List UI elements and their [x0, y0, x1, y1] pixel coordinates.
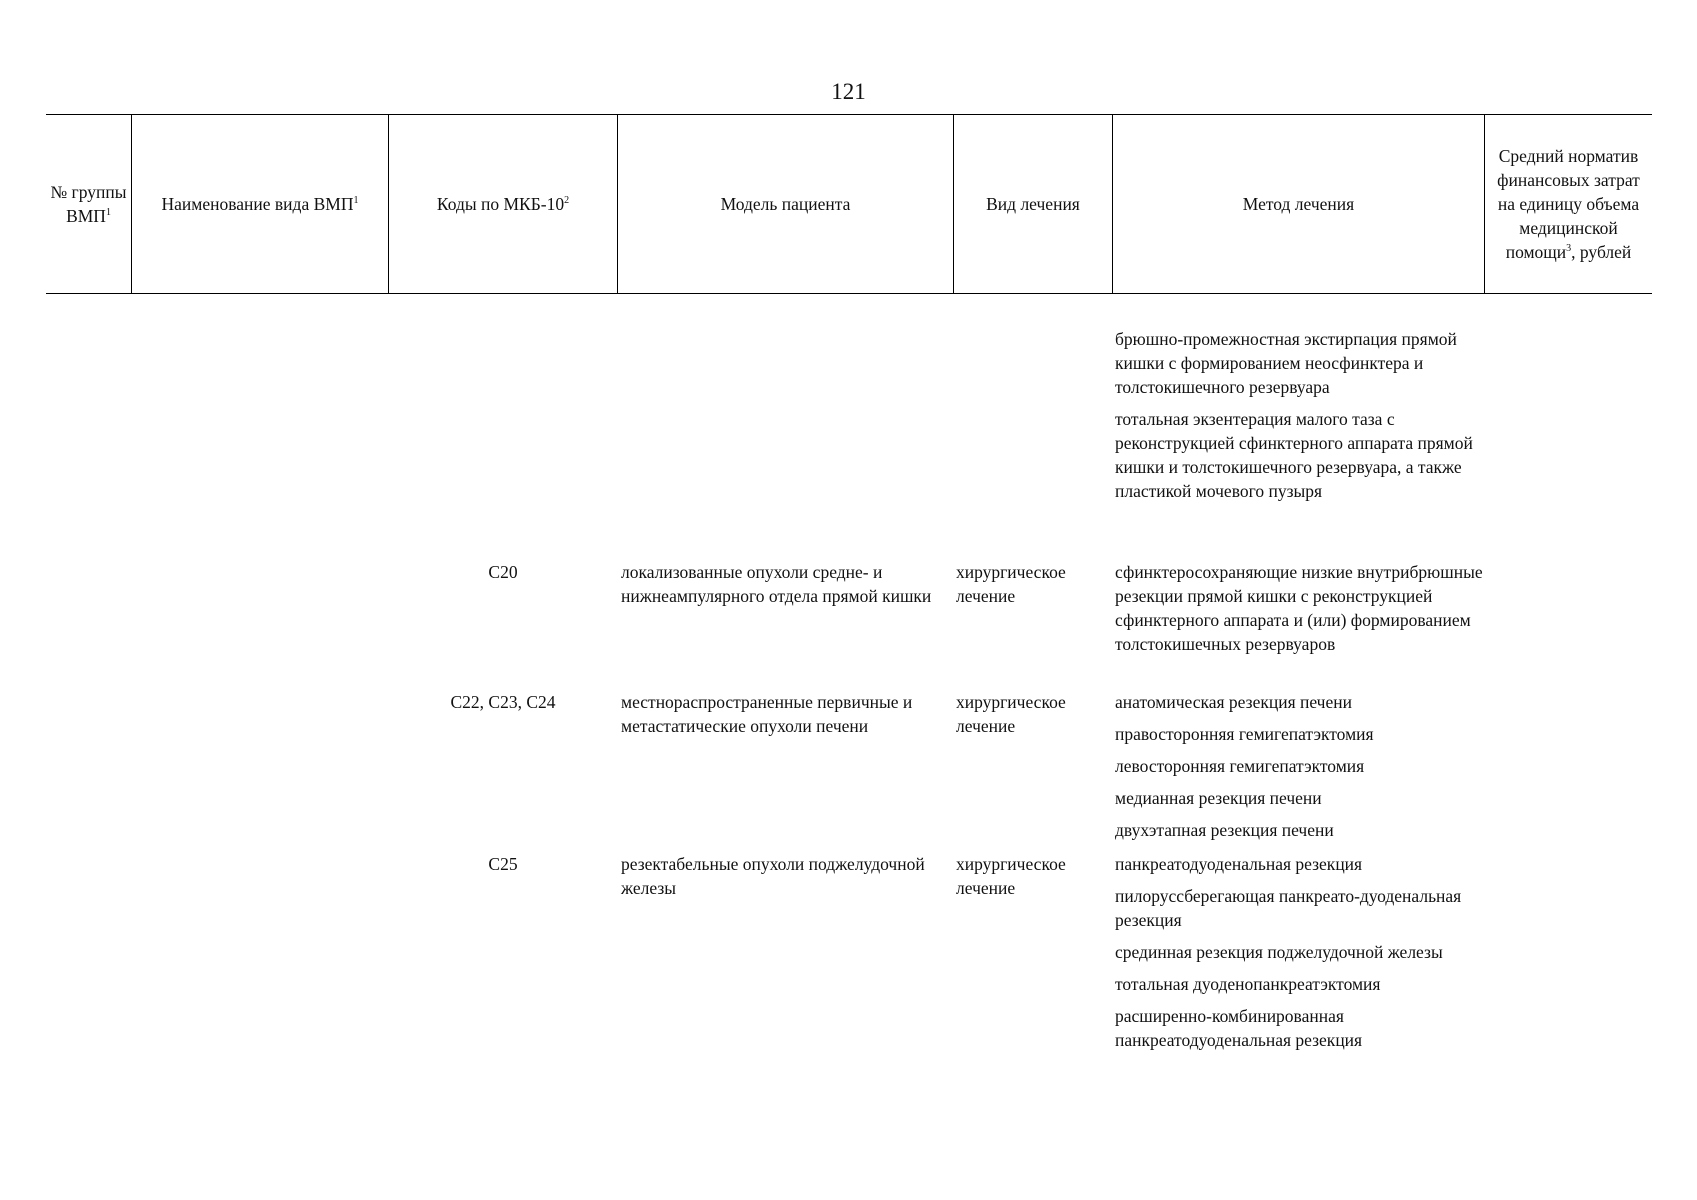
- treatment-method: правосторонняя гемигепатэктомия: [1115, 724, 1374, 744]
- header-vmp-name: [132, 115, 388, 293]
- treatment-method-cell: [1115, 327, 1485, 503]
- treatment-type: хирургическое лечение: [956, 692, 1066, 736]
- icd-code: C25: [488, 854, 518, 874]
- treatment-method-cell: [1115, 690, 1485, 842]
- treatment-method: расширенно-комбинированная панкреатодуоденальная резекция: [1115, 1006, 1363, 1050]
- footnote-2-mark: 2: [564, 195, 570, 206]
- treatment-method: тотальная дуоденопанкреатэктомия: [1115, 974, 1381, 994]
- header-treatment-method: [1113, 115, 1484, 293]
- treatment-method: двухэтапная резекция печени: [1115, 820, 1334, 840]
- header-treatment-type: [954, 115, 1112, 293]
- header-icd-codes: [389, 115, 617, 293]
- header-vmp-name-text: Наименование вида ВМП: [161, 194, 354, 214]
- header-group-no: [46, 115, 131, 293]
- icd-code: C22, C23, C24: [450, 692, 556, 712]
- icd-code: C20: [488, 562, 518, 582]
- header-treatment-method-text: Метод лечения: [1242, 194, 1355, 214]
- page-number: 121: [831, 79, 866, 104]
- treatment-method-cell: [1115, 560, 1485, 656]
- patient-model: локализованные опухоли средне- и нижнеампулярного отдела прямой кишки: [621, 562, 932, 606]
- treatment-type: хирургическое лечение: [956, 854, 1066, 898]
- header-cost-norm-unit: , рублей: [1571, 242, 1632, 262]
- treatment-method: сфинктеросохраняющие низкие внутрибрюшные резекции прямой кишки с реконструкцией сфинктерного аппарата и (или) формированием толстокишечных резервуаров: [1115, 562, 1483, 654]
- footnote-3-mark: 3: [1566, 243, 1572, 254]
- treatment-method: тотальная экзентерация малого таза с реконструкцией сфинктерного аппарата прямой кишки и толстокишечного резервуара, а также пластикой мочевого пузыря: [1115, 409, 1473, 501]
- treatment-method: панкреатодуоденальная резекция: [1115, 854, 1363, 874]
- treatment-method: левосторонняя гемигепатэктомия: [1115, 756, 1365, 776]
- header-cost-norm: [1485, 115, 1652, 293]
- table-header: [46, 114, 1652, 294]
- header-icd-codes-text: Коды по МКБ-10: [436, 194, 565, 214]
- footnote-1-mark: 1: [105, 207, 111, 218]
- header-treatment-type-text: Вид лечения: [986, 194, 1080, 214]
- header-patient-model-text: Модель пациента: [720, 194, 851, 214]
- treatment-method: срединная резекция поджелудочной железы: [1115, 942, 1443, 962]
- treatment-method: медианная резекция печени: [1115, 788, 1322, 808]
- treatment-method-cell: [1115, 852, 1485, 1052]
- header-patient-model: [618, 115, 953, 293]
- patient-model: резектабельные опухоли поджелудочной железы: [621, 854, 925, 898]
- header-cost-norm-text: Средний норматив финансовых затрат на единицу объема медицинской помощи: [1497, 146, 1640, 262]
- header-group-no-text: № группы ВМП: [50, 182, 127, 226]
- footnote-1-mark: 1: [353, 195, 359, 206]
- treatment-method: брюшно-промежностная экстирпация прямой кишки с формированием неосфинктера и толстокишечного резервуара: [1115, 329, 1457, 397]
- treatment-method: пилоруссберегающая панкреато-дуоденальная резекция: [1115, 886, 1462, 930]
- treatment-type: хирургическое лечение: [956, 562, 1066, 606]
- patient-model: местнораспространенные первичные и метастатические опухоли печени: [621, 692, 913, 736]
- treatment-method: анатомическая резекция печени: [1115, 692, 1352, 712]
